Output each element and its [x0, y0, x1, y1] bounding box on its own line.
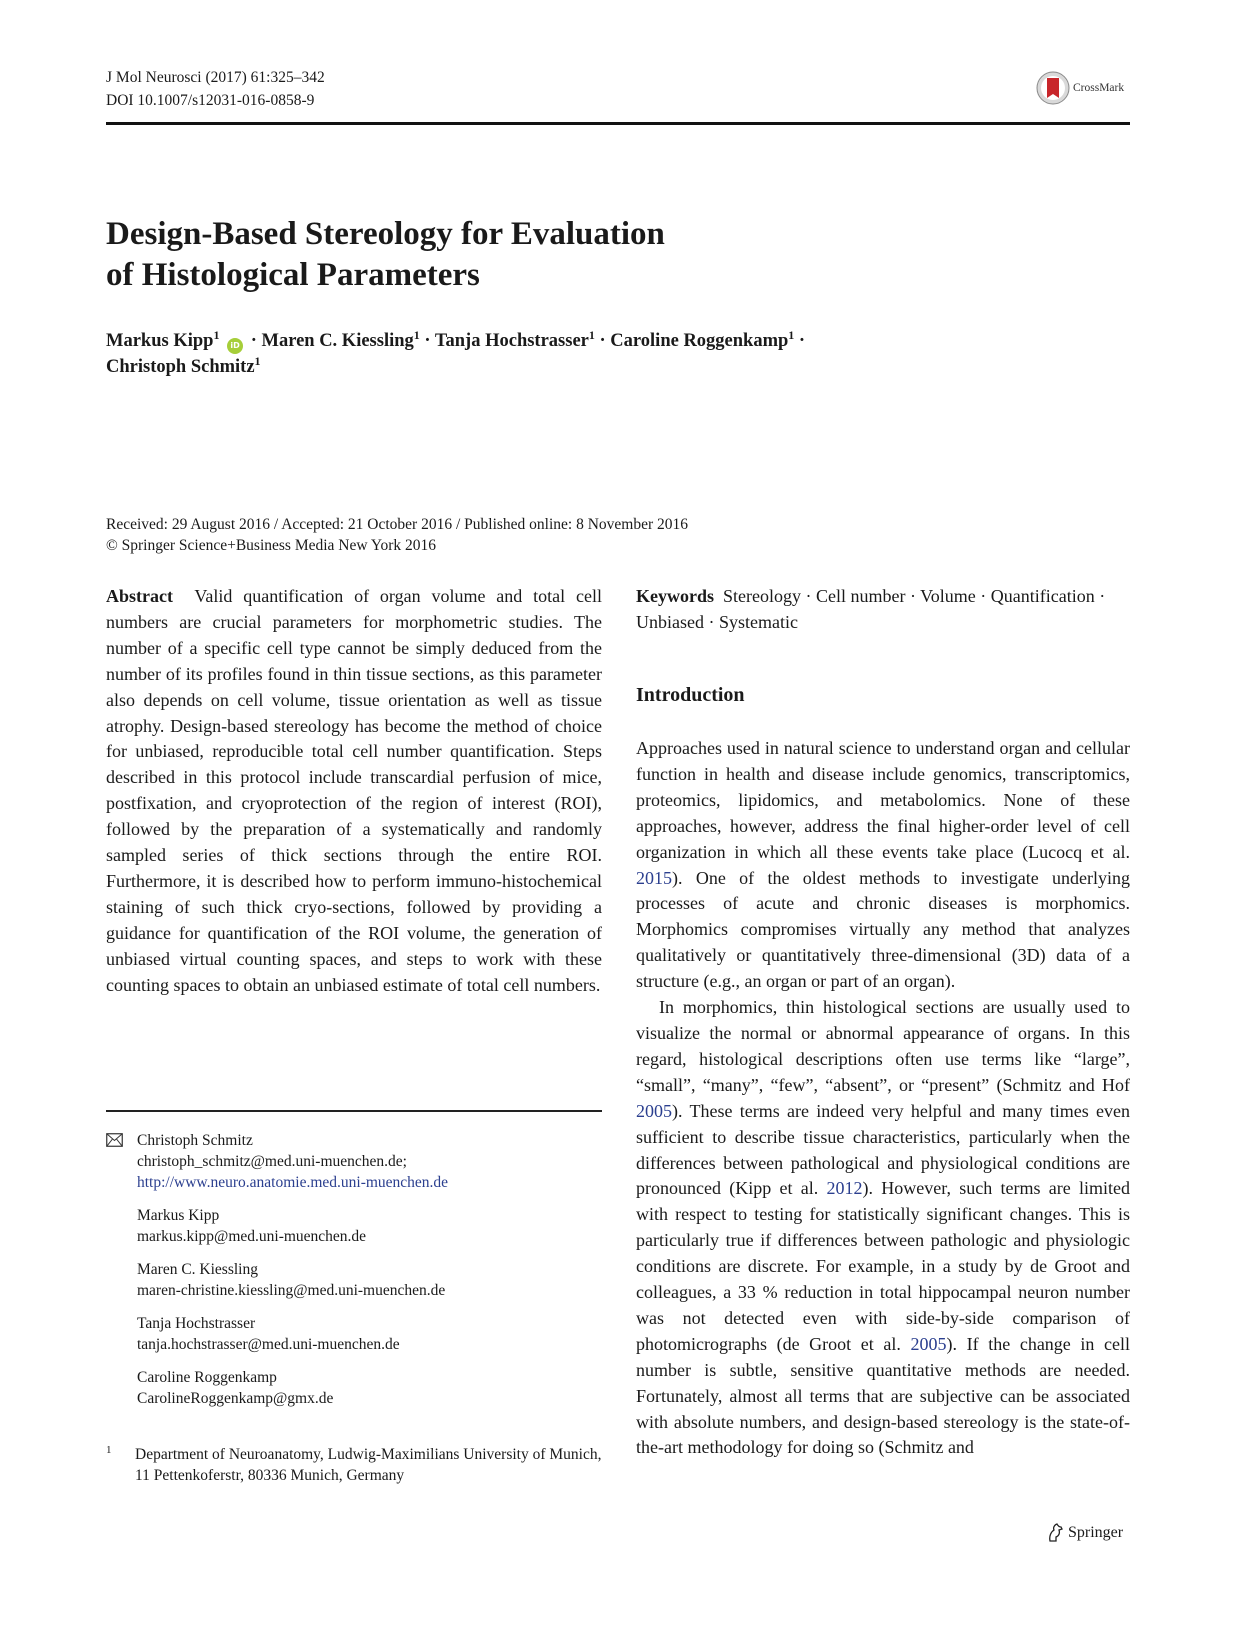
body-text: ). However, such terms are limited with respect to testing for statistically significant changes. This is particularly true if differences between pathologic and physiologic conditions are discrete. For example, in a study by de Groot and colleagues, a 33 % reduction in total hippocampal neuron number was not detected even with side-by-side comparison of photomicrographs (de Groot et al.	[636, 1178, 1130, 1354]
body-text: Approaches used in natural science to understand organ and cellular function in health and disease include genomics, transcriptomics, proteomics, lipidomics, and metabolomics. None of these approaches, however, address the final higher-order level of cell organization in which all these events take place (Lucocq et al.	[636, 738, 1130, 862]
contact-name: Tanja Hochstrasser	[137, 1315, 256, 1332]
title-line-1: Design-Based Stereology for Evaluation	[106, 216, 665, 252]
affiliation-number: 1	[106, 1444, 112, 1456]
contact-entry	[137, 1259, 607, 1301]
citation-link[interactable]: 2005	[910, 1333, 947, 1354]
contact-entry	[137, 1130, 607, 1193]
author-name[interactable]: Markus Kipp	[106, 331, 214, 351]
contact-entry	[137, 1367, 607, 1409]
envelope-icon	[106, 1133, 123, 1147]
abstract	[106, 584, 602, 999]
body-text: In morphomics, thin histological sections are usually used to visualize the normal or abnormal appearance of organs. In this regard, histological descriptions often use terms like “large”, “small”, “many”, “few”, “absent”, or “present” (Schmitz and Hof	[636, 997, 1130, 1095]
journal-citation: J Mol Neurosci (2017) 61:325–342	[106, 69, 325, 86]
doi[interactable]: DOI 10.1007/s12031-016-0858-9	[106, 92, 315, 109]
affiliation-mark: 1	[588, 327, 595, 342]
title-line-2: of Histological Parameters	[106, 257, 480, 293]
introduction-body	[636, 736, 1130, 1461]
body-text: ). If the change in cell number is subtle, sensitive quantitative methods are needed. Fortunately, almost all terms that are subjective can be associated with absolute numbers, and design-based stereology is the state-of-the-art methodology for doing so (Schmitz and	[636, 1333, 1131, 1458]
keywords	[636, 584, 1130, 636]
citation-link[interactable]: 2015	[636, 867, 672, 888]
contact-email[interactable]: markus.kipp@med.uni-muenchen.de	[137, 1228, 367, 1245]
springer-horse-icon	[1046, 1523, 1064, 1543]
author-separator: ·	[798, 331, 806, 351]
contact-name: Christoph Schmitz	[137, 1132, 253, 1149]
keywords-text: Stereology · Cell number · Volume · Quantification · Unbiased · Systematic	[636, 586, 1106, 632]
section-heading-introduction: Introduction	[636, 684, 745, 706]
citation-link[interactable]: 2012	[826, 1178, 863, 1199]
author-name[interactable]: Caroline Roggenkamp	[610, 331, 789, 351]
intro-paragraph	[636, 995, 1130, 1461]
abstract-text: Valid quantification of organ volume and total cell numbers are crucial parameters for morphometric studies. The number of a specific cell type cannot be simply deduced from the number of its profiles found in thin tissue sections, as this parameter also depends on cell volume, tissue orientation as well as tissue atrophy. Design-based stereology has become the method of choice for unbiased, reproducible total cell number quantification. Steps described in this protocol include transcardial perfusion of mice, postfixation, and cryoprotection of the region of interest (ROI), followed by the preparation of a systematically and randomly sampled series of thick sections through the entire ROI. Furthermore, it is described how to perform immuno-histochemical staining of such thick cryo-sections, followed by providing a guidance for quantification of the ROI volume, the generation of unbiased virtual counting spaces, and steps to work with these counting spaces to obtain an unbiased estimate of total cell numbers.	[106, 586, 602, 995]
journal-header	[106, 66, 325, 112]
crossmark-label: CrossMark	[1073, 82, 1125, 94]
contact-name: Caroline Roggenkamp	[137, 1369, 277, 1386]
author-separator: ·	[424, 331, 431, 351]
publisher-name: Springer	[1068, 1524, 1124, 1541]
crossmark-badge[interactable]	[1036, 68, 1128, 108]
intro-paragraph	[636, 736, 1130, 995]
author-list	[106, 328, 1006, 380]
contact-name: Markus Kipp	[137, 1207, 220, 1224]
affiliation-text: Department of Neuroanatomy, Ludwig-Maximilians University of Munich, 11 Pettenkoferstr, 80336 Munich, Germany	[135, 1446, 602, 1484]
abstract-label: Abstract	[106, 586, 173, 606]
author-separator: ·	[250, 331, 257, 351]
affiliation-mark: 1	[788, 327, 795, 342]
contact-email[interactable]: maren-christine.kiessling@med.uni-muenchen.de	[137, 1282, 446, 1299]
contact-email[interactable]: CarolineRoggenkamp@gmx.de	[137, 1390, 334, 1407]
keywords-label: Keywords	[636, 586, 714, 606]
correspondence-list	[137, 1130, 607, 1421]
contact-name: Maren C. Kiessling	[137, 1261, 258, 1278]
affiliation-mark: 1	[213, 327, 220, 342]
orcid-icon[interactable]: iD	[227, 338, 243, 354]
contact-email[interactable]: christoph_schmitz@med.uni-muenchen.de;	[137, 1153, 407, 1170]
body-text: ). These terms are indeed very helpful and many times even sufficient to describe tissue characteristics, particularly when the differences between pathological and physiological conditions are pronounced (Kipp et al.	[636, 1100, 1130, 1199]
author-name[interactable]: Tanja Hochstrasser	[434, 331, 589, 351]
header-rule	[106, 122, 1130, 125]
copyright-line: © Springer Science+Business Media New York 2016	[106, 537, 437, 554]
contact-email[interactable]: tanja.hochstrasser@med.uni-muenchen.de	[137, 1336, 400, 1353]
affiliation-mark: 1	[413, 327, 420, 342]
contact-url[interactable]: http://www.neuro.anatomie.med.uni-muenchen.de	[137, 1174, 449, 1191]
contact-entry	[137, 1205, 607, 1247]
crossmark-icon	[1036, 71, 1070, 105]
contact-entry	[137, 1313, 607, 1355]
body-text: ). One of the oldest methods to investigate underlying processes of acute and chronic diseases is morphomics. Morphomics compromises virtually any method that analyzes qualitatively or quantitatively three-dimensional (3D) data of a structure (e.g., an organ or part of an organ).	[636, 867, 1130, 992]
article-history: Received: 29 August 2016 / Accepted: 21 October 2016 / Published online: 8 November 2016	[106, 516, 689, 533]
author-separator: ·	[599, 331, 606, 351]
publication-dates	[106, 514, 688, 556]
author-name[interactable]: Maren C. Kiessling	[261, 331, 414, 351]
author-name[interactable]: Christoph Schmitz	[106, 357, 255, 377]
publisher-logo	[1046, 1523, 1123, 1543]
citation-link[interactable]: 2005	[636, 1100, 672, 1121]
footnote-rule	[106, 1110, 602, 1112]
article-title	[106, 214, 826, 296]
affiliation-mark: 1	[254, 353, 261, 368]
